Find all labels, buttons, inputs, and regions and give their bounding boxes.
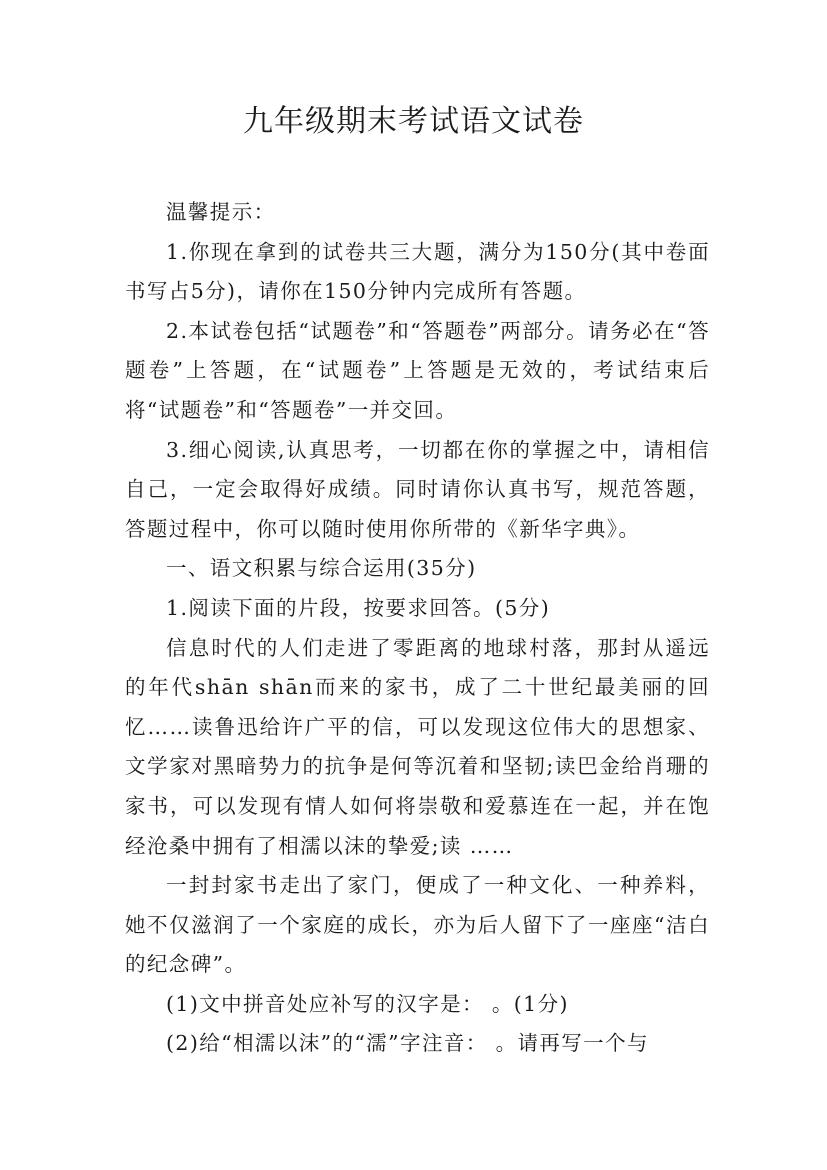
paragraph-tip-1: 1.你现在拿到的试卷共三大题，满分为150分(其中卷面书写占5分)，请你在150分钟内完成所有答题。 — [125, 239, 710, 304]
document-title: 九年级期末考试语文试卷 — [243, 104, 584, 139]
paragraph-tip-3: 3.细心阅读,认真思考，一切都在你的掌握之中，请相信自己，一定会取得好成绩。同时请你认真书写，规范答题，答题过程中，你可以随时使用你所带的《新华字典》。 — [125, 437, 710, 541]
section-heading: 一、语文积累与综合运用(35分) — [166, 556, 477, 581]
paragraph-tip-2: 2.本试卷包括“试题卷”和“答题卷”两部分。请务必在“答题卷”上答题，在“试题卷”上答题是无效的，考试结束后将“试题卷”和“答题卷”一并交回。 — [125, 318, 710, 422]
sub-question-1: (1)文中拼音处应补写的汉字是： 。(1分) — [166, 991, 569, 1016]
reading-passage-1: 信息时代的人们走进了零距离的地球村落，那封从遥远的年代shān shān而来的家书，成了二十世纪最美丽的回忆……读鲁迅给许广平的信，可以发现这位伟大的思想家、文学家对黑暗势力的抗争是何等沉着和坚韧;读巴金给肖珊的家书，可以发现有情人如何将崇敬和爱慕连在一起，并在饱经沧桑中拥有了相濡以沫的挚爱;读 …… — [125, 635, 710, 858]
question-1-heading: 1.阅读下面的片段，按要求回答。(5分) — [166, 595, 551, 620]
document-body — [125, 193, 710, 1064]
sub-question-2: (2)给“相濡以沫”的“濡”字注音： 。请再写一个与 — [166, 1031, 649, 1056]
reading-passage-2: 一封封家书走出了家门，便成了一种文化、一种养料，她不仅滋润了一个家庭的成长，亦为后人留下了一座座“洁白的纪念碑”。 — [125, 873, 710, 977]
paragraph-tip-heading: 温馨提示： — [166, 200, 276, 224]
